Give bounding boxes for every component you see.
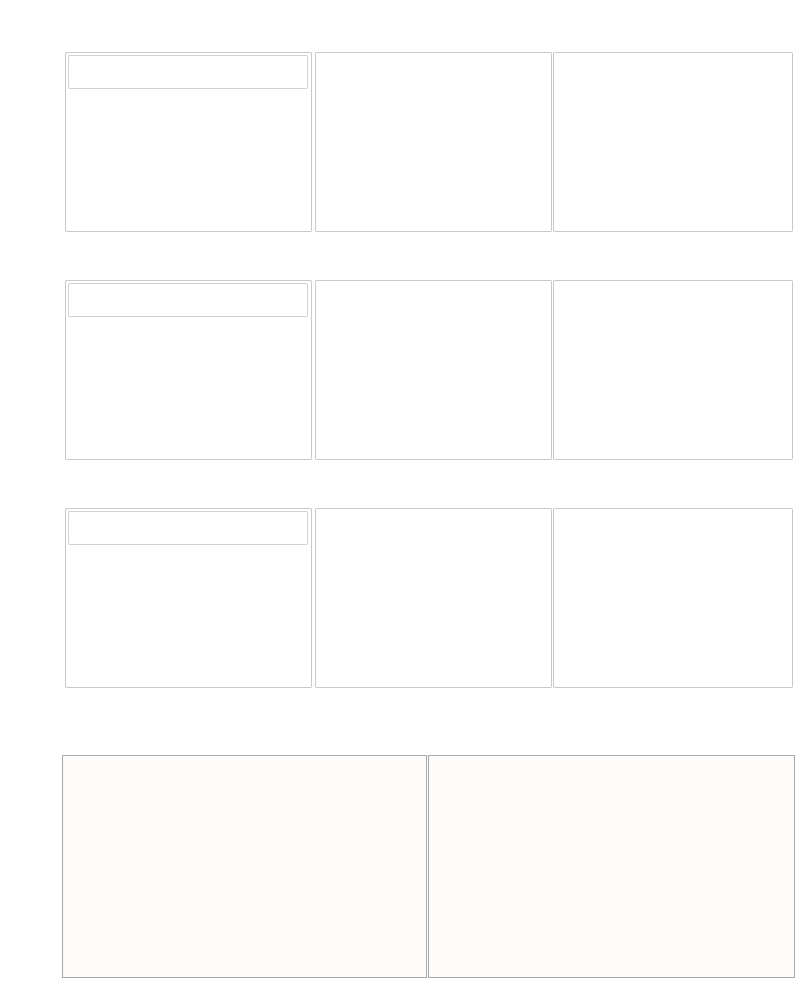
- gain-scatter-plot: [68, 90, 307, 230]
- legend: [68, 55, 308, 89]
- gain-panel: [65, 508, 312, 688]
- gain-scatter-plot: [68, 318, 307, 458]
- legend: [68, 511, 308, 545]
- legend-item: [77, 73, 90, 85]
- gain-panel: [65, 280, 312, 460]
- legend: [68, 283, 308, 317]
- right-velocity-panel: [553, 52, 793, 232]
- legend-item: [179, 514, 192, 526]
- velocity-plot: [317, 55, 548, 213]
- legend-item: [77, 529, 90, 541]
- ralp-impulse-test-section: [0, 462, 797, 690]
- velocity-plot: [556, 55, 787, 213]
- vemp-right-ear-panel: [62, 755, 427, 978]
- left-velocity-panel: [315, 508, 552, 688]
- velocity-plot: [556, 511, 787, 669]
- legend-item: [77, 58, 90, 70]
- left-velocity-panel: [315, 52, 552, 232]
- velocity-plot: [317, 511, 548, 669]
- legend-item: [179, 286, 192, 298]
- legend-item: [179, 529, 192, 541]
- right-velocity-panel: [553, 508, 793, 688]
- lateral-impulse-test-section: [0, 6, 797, 234]
- right-velocity-panel: [553, 280, 793, 460]
- velocity-plot: [317, 283, 548, 441]
- gain-panel: [65, 52, 312, 232]
- larp-impulse-test-section: [0, 234, 797, 462]
- left-velocity-panel: [315, 280, 552, 460]
- legend-item: [179, 73, 192, 85]
- gain-scatter-plot: [68, 546, 307, 686]
- legend-item: [77, 301, 90, 313]
- vemp-left-ear-panel: [428, 755, 795, 978]
- velocity-plot: [556, 283, 787, 441]
- legend-item: [77, 514, 90, 526]
- legend-item: [77, 286, 90, 298]
- vemp-waveform-plot: [63, 756, 426, 977]
- legend-item: [179, 301, 192, 313]
- vemp-waveform-plot: [429, 756, 794, 977]
- legend-item: [179, 58, 192, 70]
- vemp-section: [0, 700, 797, 987]
